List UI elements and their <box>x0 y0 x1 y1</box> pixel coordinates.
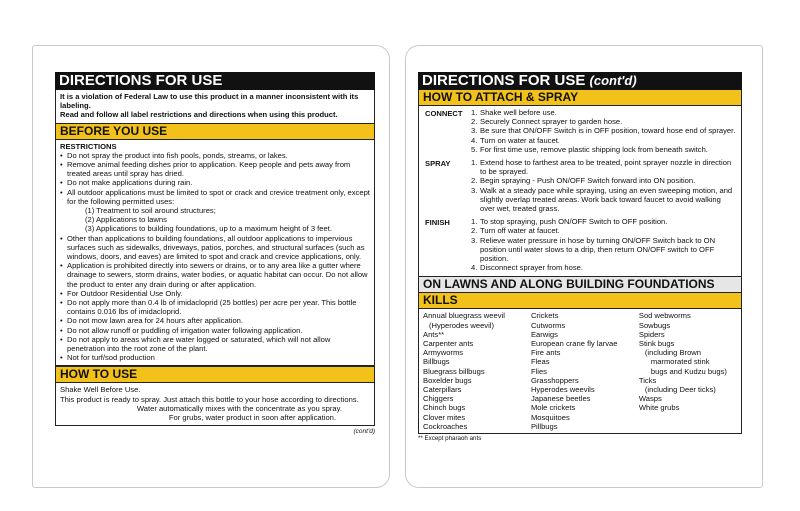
list-item: Sowbugs <box>638 320 671 330</box>
list-item: 3. Walk at a steady pace while spraying, using an even sweeping motion, and slightly overlap treated areas. Work back toward faucet to avoid walking over wet, treated grass. <box>471 185 733 214</box>
left-content <box>55 72 375 435</box>
list-item: 3. Be sure that ON/OFF Switch is in OFF position, toward hose end of sprayer. <box>471 126 736 136</box>
list-item: Bluegrass billbugs <box>423 366 485 376</box>
steps-table <box>419 108 737 272</box>
kills-column-1 <box>423 311 531 431</box>
list-item: Annual bluegrass weevil <box>423 311 505 321</box>
how-to-use-heading: HOW TO USE <box>55 366 375 383</box>
lawns-foundations-heading: ON LAWNS AND ALONG BUILDING FOUNDATIONS <box>418 276 742 293</box>
connect-steps <box>471 108 737 154</box>
kills-list <box>418 309 742 434</box>
list-item: Mosquitoes <box>530 412 570 422</box>
list-item: Hyperodes weevils <box>530 385 595 395</box>
intro-line: It is a violation of Federal Law to use this product in a manner inconsistent with its labeling. <box>60 92 359 111</box>
list-item: Sod webworms <box>638 311 691 321</box>
list-item: 1. To stop spraying, push ON/OFF Switch to OFF position. <box>471 217 668 227</box>
title-text: DIRECTIONS FOR USE <box>422 72 586 89</box>
continued-tag: (cont'd) <box>353 428 375 436</box>
list-item: Flies <box>530 366 547 376</box>
list-item: Pillbugs <box>530 421 558 431</box>
right-page <box>405 45 763 488</box>
list-item: Grasshoppers <box>530 375 579 385</box>
steps-box <box>418 106 742 276</box>
restrictions-list <box>60 151 370 363</box>
list-item: Ticks <box>638 375 657 385</box>
list-item: Cutworms <box>530 320 566 330</box>
list-item: • Do not mow lawn area for 24 hours after application. <box>60 316 370 325</box>
how-to-use-box <box>55 383 375 426</box>
intro-line: Read and follow all label restrictions and directions when using this product. <box>60 110 338 120</box>
list-item: 4. Turn on water at faucet. <box>471 135 560 145</box>
list-item: 2. Turn off water at faucet. <box>471 226 560 236</box>
list-item: Chiggers <box>423 394 454 404</box>
list-item: 2. Securely Connect sprayer to garden hose. <box>471 117 623 127</box>
list-item: Cockroaches <box>423 421 468 431</box>
before-you-use-heading: BEFORE YOU USE <box>55 124 375 140</box>
attach-spray-heading: HOW TO ATTACH & SPRAY <box>418 90 742 106</box>
list-item: • Do not spray the product into fish pools, ponds, streams, or lakes. <box>60 151 370 160</box>
list-item: Spiders <box>638 329 665 339</box>
list-item: 1. Extend hose to farthest area to be treated, point sprayer nozzle in direction to be sprayed. <box>471 158 732 177</box>
list-item: Carpenter ants <box>423 339 474 349</box>
directions-continued-title <box>418 72 742 90</box>
how-line: This product is ready to spray. Just attach this bottle to your hose according to directions. <box>60 394 359 404</box>
list-item: marmorated stink <box>650 357 710 367</box>
list-item: Armyworms <box>423 348 464 358</box>
footnote: ** Except pharaoh ants <box>418 435 482 443</box>
spray-group <box>419 154 737 213</box>
list-item: Wasps <box>638 394 662 404</box>
kills-heading: KILLS <box>418 293 742 309</box>
how-line: Water automatically mixes with the concentrate as you spray. <box>136 403 342 413</box>
kills-column-2 <box>531 311 639 431</box>
list-item: Mole crickets <box>530 403 576 413</box>
list-item: (including Deer ticks) <box>644 385 716 395</box>
list-item: Chinch bugs <box>423 403 466 413</box>
list-item: • Do not apply to areas which are water logged or saturated, which will not allow penetration into the root zone of the plant. <box>60 335 370 353</box>
list-item: • Do not allow runoff or puddling of irrigation water following application. <box>60 326 370 335</box>
list-item: • Other than applications to building foundations, all outdoor applications to impervious surfaces such as sidewalks, driveways, patios, porches, and structural surfaces (such as windows, doors, and eaves) are limited to spot and crack and crevice applications, only. <box>60 234 370 262</box>
list-item: Billbugs <box>423 357 450 367</box>
list-item: Fleas <box>530 357 550 367</box>
spray-steps <box>471 158 737 213</box>
list-item: Clover mites <box>423 412 466 422</box>
list-item: • Do not make applications during rain. <box>60 178 370 187</box>
how-line: For grubs, water product in soon after application. <box>168 413 336 423</box>
list-item: (Hyperodes weevil) <box>429 320 494 330</box>
list-item-text: All outdoor applications must be limited to spot or crack and crevice treatment only, except for the following permitted uses: <box>67 187 370 206</box>
list-item: 2. Begin spraying - Push ON/OFF Switch forward into ON position. <box>471 176 696 186</box>
spray-label: SPRAY <box>425 159 451 169</box>
list-item: • For Outdoor Residential Use Only. <box>60 289 370 298</box>
list-item: Boxelder bugs <box>423 375 472 385</box>
kills-column-3 <box>639 311 737 431</box>
list-item: Stink bugs <box>638 339 675 349</box>
list-item: 5. For first time use, remove plastic shipping lock from beneath switch. <box>471 144 708 154</box>
list-item: • Do not apply more than 0.4 lb of imidacloprid (25 bottles) per acre per year. This bottle contains 0.016 lbs of imidacloprid. <box>60 298 370 316</box>
list-item: bugs and Kudzu bugs) <box>650 366 727 376</box>
list-item: • Application is prohibited directly into sewers or drains, or to any area like a gutter where drainage to sewers, storm drains, water bodies, or aquatic habitat can occur. Do not allow the product to enter any drain during or after application. <box>60 261 370 289</box>
how-line: Shake Well Before Use. <box>60 385 141 395</box>
list-item <box>60 188 370 234</box>
federal-law-notice <box>55 90 375 124</box>
list-item: Caterpillars <box>423 385 462 395</box>
list-item: • Remove animal feeding dishes prior to application. Keep people and pets away from treated areas until spray has dried. <box>60 160 370 178</box>
restrictions-heading: RESTRICTIONS <box>60 141 117 151</box>
permitted-use: (2) Applications to lawns <box>85 215 167 225</box>
list-item: White grubs <box>638 403 680 413</box>
list-item: 1. Shake well before use. <box>471 108 557 117</box>
right-content <box>418 72 742 442</box>
finish-label: FINISH <box>425 218 450 228</box>
list-item: (including Brown <box>644 348 702 358</box>
list-item: Fire ants <box>530 348 561 358</box>
permitted-use: (3) Applications to building foundations, up to a maximum height of 3 feet. <box>85 224 332 234</box>
directions-title: DIRECTIONS FOR USE <box>55 72 375 90</box>
list-item: Earwigs <box>530 329 558 339</box>
list-item: 3. Relieve water pressure in hose by turning ON/OFF Switch back to ON position until water slows to a drip, then return ON/OFF switch to OFF position. <box>471 235 716 264</box>
list-item: Japanese beetles <box>530 394 591 404</box>
list-item: 4. Disconnect sprayer from hose. <box>471 263 583 273</box>
connect-label: CONNECT <box>425 109 463 118</box>
title-suffix: (cont'd) <box>589 73 637 88</box>
finish-steps <box>471 217 737 272</box>
list-item: European crane fly larvae <box>530 339 618 349</box>
permitted-use: (1) Treatment to soil around structures; <box>85 206 216 216</box>
list-item: Ants** <box>423 329 445 339</box>
finish-group <box>419 213 737 272</box>
list-item: • Not for turf/sod production <box>60 353 370 362</box>
restrictions-box <box>55 140 375 367</box>
list-item: Crickets <box>530 311 559 321</box>
left-page <box>32 45 390 488</box>
connect-group <box>419 108 737 154</box>
